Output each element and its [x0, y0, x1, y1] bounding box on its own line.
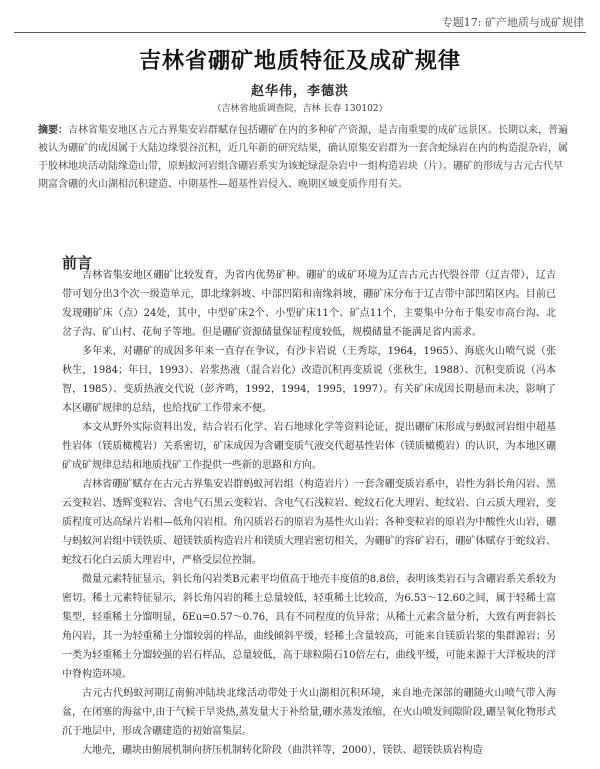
paragraph-1: 吉林省集安地区硼矿比较发育，为省内优势矿种。硼矿的成矿环境为辽吉古元古代裂谷带（辽吉带），辽吉带可划分出3个次一级造单元，即北缘斜坡、中部凹陷和南缘斜坡，硼矿床分布于辽吉带中部凹陷区内。目前已发现硼矿床（点）24处，其中，中型矿床2个、小型矿床11个、矿点11个，主要集中分布于集安市高台沟、北岔子沟、矿山村、花甸子等地。但是硼矿资源储量保证程度较低，规模储量不能满足省内需求。 — [62, 270, 556, 338]
authors: 赵华伟，李德洪 — [250, 84, 349, 99]
abstract — [38, 122, 568, 194]
section-title-preface: 前言 — [62, 254, 93, 272]
abstract-text: 吉林省集安地区古元古界集安岩群赋存包括硼矿在内的多种矿产资源，是吉南重要的成矿远景区。长期以来，普遍被认为硼矿的成因属于大陆边缘裂谷沉积，近几年新的研究结果，确认原集安岩群为一套含蛇绿岩在内的构造混杂岩，属于胶林地块活动陆缘造山带，原蚂蚁河岩组含硼岩系实为该蛇绿混杂岩中一组构造岩块（片）。硼矿的形成与古元古代早期富含硼的火山湖相沉积建造、中期基性—超基性岩侵入、晚期区域变质作用有关。 — [38, 125, 568, 190]
paragraph-4: 吉林省硼矿赋存在古元古界集安岩群蚂蚁河岩组（构造岩片）一套含硼变质岩系中，岩性为斜长角闪岩、黑云变粒岩、透辉变粒岩、含电气石黑云变粒岩、含电气石浅粒岩、蛇纹石化大理岩、蛇纹岩、白云质大理岩，变质程度可达高绿片岩相—低角闪岩相。角闪质岩石的原岩为基性火山岩；各种变粒岩的原岩为中酸性火山岩，硼与蚂蚁河岩组中镁铁质、超镁铁质构造岩片和镁质大理岩密切相关，为硼矿的容矿岩石，硼矿体赋存于蛇纹岩、蛇纹石化白云质大理岩中，严格受层位控制。 — [62, 479, 556, 566]
paragraph-6: 古元古代蚂蚁河期辽南俯冲陆块北缘活动带处于火山湖相沉积环境，来自地壳深部的硼随火山喷气带入海盆，在闭塞的海盆中,由于气候干旱炎热,蒸发量大于补给量,硼水蒸发浓缩，在火山喷发间隙阶段,硼呈氧化物形式沉于地层中，形成含硼建造的初始富集层。 — [62, 688, 556, 737]
paragraph-5: 微量元素特征显示，斜长角闪岩类B元素平均值高于地壳丰度值的8.8倍，表明该类岩石与含硼岩系关系较为密切。稀土元素特征显示，斜长角闪岩的稀土总量较低，轻重稀土比较高，为6.53～12.60之间，属于轻稀土富集型，轻重稀土分馏明显，δEu=0.57～0.76，具有不同程度的负异常；从稀土元素含量分析，大致有两套斜长角闪岩，其一为轻重稀土分馏较弱的样品，曲线倾斜平缓，轻稀土含量较高，可能来自镁质岩浆的集群源岩；另一类为轻重稀土分馏较强的岩石样品，总量较低，高于球粒陨石10倍左右，曲线平缓，可能来源于大洋板块的洋中脊构造环境。 — [62, 574, 556, 680]
paragraph-3: 本文从野外实际资料出发，结合岩石化学、岩石地球化学等资料论证，提出硼矿床形成与蚂蚁河岩组中超基性岩体（镁质橄榄岩）关系密切，矿床成因为含硼变质气液交代超基性岩体（镁质橄榄岩）的认识，为本地区硼矿成矿规律总结和地质找矿工作提供一些新的思路和方向。 — [62, 422, 556, 471]
paper-title: 吉林省硼矿地质特征及成矿规律 — [138, 49, 461, 74]
affiliation: （吉林省地质调查院，吉林 长春 130102） — [212, 104, 388, 114]
paragraph-2: 多年来，对硼矿的成因多年来一直存在争议，有沙卡岩说（王秀琮，1964，1965）、海底火山喷气说（张秋生，1984；年日，1993）、岩浆热液（混合岩化）改造沉积再变质说（张秋生，1988）、沉积变质说（冯本智，1985）、变质热液交代说（彭齐鸣，1992，1994，1995，1997）。有关矿床成因长期悬而未决，影响了本区硼矿规律的总结，也给找矿工作带来不便。 — [62, 346, 556, 414]
body-text — [62, 266, 556, 760]
header-rule — [14, 32, 586, 33]
running-head: 专题17: 矿产地质与成矿规律 — [441, 16, 584, 29]
paragraph-7: 大地壳，硼块由俯展机制向挤压机制转化阶段（曲洪祥等，2000），镁铁、超镁铁质岩构造 — [82, 745, 483, 756]
abstract-label: 摘要： — [38, 125, 68, 136]
